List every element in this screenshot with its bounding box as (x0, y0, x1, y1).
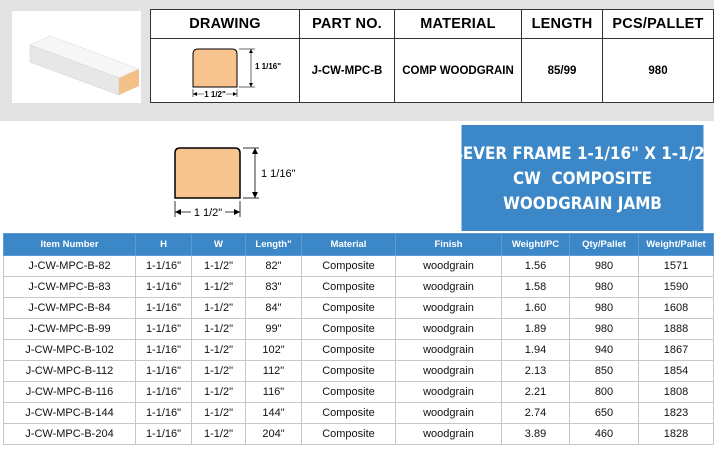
table-cell: 2.13 (502, 361, 570, 382)
table-cell: 460 (570, 424, 639, 445)
table-cell: woodgrain (396, 256, 502, 277)
table-cell: 83" (246, 277, 302, 298)
table-row (4, 256, 714, 277)
table-cell: 1828 (639, 424, 714, 445)
table-cell: 980 (570, 319, 639, 340)
table-cell: woodgrain (396, 403, 502, 424)
summary-pcs-pallet: 980 (603, 39, 714, 103)
table-cell: woodgrain (396, 340, 502, 361)
table-cell: J-CW-MPC-B-144 (4, 403, 136, 424)
table-cell: 850 (570, 361, 639, 382)
summary-drawing-cell (151, 39, 300, 103)
table-cell: 650 (570, 403, 639, 424)
table-cell: 980 (570, 298, 639, 319)
item-table (3, 233, 714, 445)
summary-material: COMP WOODGRAIN (395, 39, 522, 103)
summary-data-row (151, 39, 714, 103)
table-cell: 1-1/16" (136, 403, 192, 424)
product-panel (0, 121, 714, 471)
large-dim-height-label: 1 1/16" (261, 168, 296, 180)
table-cell: 1-1/2" (192, 277, 246, 298)
table-cell: woodgrain (396, 298, 502, 319)
table-cell: 1-1/2" (192, 298, 246, 319)
table-cell: 1590 (639, 277, 714, 298)
table-cell: 1608 (639, 298, 714, 319)
table-cell: 1-1/16" (136, 256, 192, 277)
small-profile-drawing (155, 39, 295, 99)
small-dim-height-label: 1 1/16" (255, 62, 282, 71)
summary-header-length: LENGTH (522, 10, 603, 39)
table-cell: 980 (570, 256, 639, 277)
table-row (4, 403, 714, 424)
table-cell: 1-1/16" (136, 277, 192, 298)
table-cell: 1-1/2" (192, 424, 246, 445)
col-weight-pc: Weight/PC (502, 234, 570, 256)
large-dim-width-label: 1 1/2" (193, 207, 223, 219)
table-cell: 1-1/2" (192, 340, 246, 361)
table-cell: 1-1/16" (136, 319, 192, 340)
table-cell: Composite (302, 256, 396, 277)
table-cell: 1-1/16" (136, 340, 192, 361)
table-cell: Composite (302, 319, 396, 340)
table-row (4, 382, 714, 403)
item-table-body (4, 256, 714, 445)
table-row (4, 340, 714, 361)
summary-part-no: J-CW-MPC-B (300, 39, 395, 103)
col-qty-pallet: Qty/Pallet (570, 234, 639, 256)
table-cell: J-CW-MPC-B-102 (4, 340, 136, 361)
table-cell: 1-1/16" (136, 361, 192, 382)
jamb-board-image (12, 11, 141, 103)
col-weight-pallet: Weight/Pallet (639, 234, 714, 256)
table-cell: 1808 (639, 382, 714, 403)
col-item-number: Item Number (4, 234, 136, 256)
table-row (4, 298, 714, 319)
summary-header-row (151, 10, 714, 39)
table-cell: Composite (302, 361, 396, 382)
table-row (4, 361, 714, 382)
table-row (4, 319, 714, 340)
large-profile-drawing (3, 123, 447, 231)
table-cell: 1-1/2" (192, 256, 246, 277)
table-cell: 99" (246, 319, 302, 340)
table-cell: Composite (302, 298, 396, 319)
table-cell: 1-1/2" (192, 319, 246, 340)
table-cell: 1.94 (502, 340, 570, 361)
summary-header-material: MATERIAL (395, 10, 522, 39)
table-cell: 3.89 (502, 424, 570, 445)
col-finish: Finish (396, 234, 502, 256)
col-length: Length" (246, 234, 302, 256)
table-cell: woodgrain (396, 319, 502, 340)
table-row (4, 277, 714, 298)
table-cell: J-CW-MPC-B-116 (4, 382, 136, 403)
table-cell: 1.56 (502, 256, 570, 277)
title-line-2: CW COMPOSITE (513, 168, 652, 188)
table-row (4, 424, 714, 445)
table-cell: Composite (302, 403, 396, 424)
table-cell: 1.58 (502, 277, 570, 298)
table-cell: 2.74 (502, 403, 570, 424)
table-cell: 116" (246, 382, 302, 403)
table-cell: 1571 (639, 256, 714, 277)
table-cell: J-CW-MPC-B-99 (4, 319, 136, 340)
summary-table (150, 9, 714, 103)
table-cell: woodgrain (396, 382, 502, 403)
table-cell: 1-1/16" (136, 298, 192, 319)
table-cell: Composite (302, 424, 396, 445)
table-cell: 1854 (639, 361, 714, 382)
col-h: H (136, 234, 192, 256)
table-cell: 204" (246, 424, 302, 445)
table-cell: J-CW-MPC-B-82 (4, 256, 136, 277)
table-cell: 1823 (639, 403, 714, 424)
table-cell: 1-1/2" (192, 361, 246, 382)
table-cell: 980 (570, 277, 639, 298)
title-line-1: 4EVER FRAME 1-1/16" X 1-1/2" (452, 143, 713, 163)
col-material: Material (302, 234, 396, 256)
table-cell: 1-1/2" (192, 382, 246, 403)
table-cell: 1-1/2" (192, 403, 246, 424)
table-cell: 112" (246, 361, 302, 382)
table-cell: 2.21 (502, 382, 570, 403)
table-cell: 1-1/16" (136, 382, 192, 403)
table-cell: 1888 (639, 319, 714, 340)
table-cell: 1.60 (502, 298, 570, 319)
table-cell: 800 (570, 382, 639, 403)
table-cell: J-CW-MPC-B-204 (4, 424, 136, 445)
table-cell: 1-1/16" (136, 424, 192, 445)
table-cell: 1.89 (502, 319, 570, 340)
small-dim-width-label: 1 1/2" (204, 90, 226, 99)
table-cell: 1867 (639, 340, 714, 361)
table-cell: woodgrain (396, 277, 502, 298)
summary-header-drawing: DRAWING (151, 10, 300, 39)
col-w: W (192, 234, 246, 256)
table-cell: woodgrain (396, 424, 502, 445)
item-table-header (4, 234, 714, 256)
table-cell: Composite (302, 382, 396, 403)
product-title-box (452, 125, 713, 231)
product-thumbnail (12, 11, 141, 103)
table-cell: Composite (302, 277, 396, 298)
title-line-3: WOODGRAIN JAMB (503, 193, 662, 213)
summary-header-part-no: PART NO. (300, 10, 395, 39)
table-cell: 102" (246, 340, 302, 361)
table-cell: J-CW-MPC-B-83 (4, 277, 136, 298)
table-cell: J-CW-MPC-B-112 (4, 361, 136, 382)
table-cell: J-CW-MPC-B-84 (4, 298, 136, 319)
summary-length: 85/99 (522, 39, 603, 103)
table-cell: 82" (246, 256, 302, 277)
table-cell: Composite (302, 340, 396, 361)
profile-drawing-area (3, 123, 447, 231)
table-cell: 940 (570, 340, 639, 361)
table-cell: woodgrain (396, 361, 502, 382)
table-cell: 84" (246, 298, 302, 319)
summary-header-pcs-pallet: PCS/PALLET (603, 10, 714, 39)
table-cell: 144" (246, 403, 302, 424)
